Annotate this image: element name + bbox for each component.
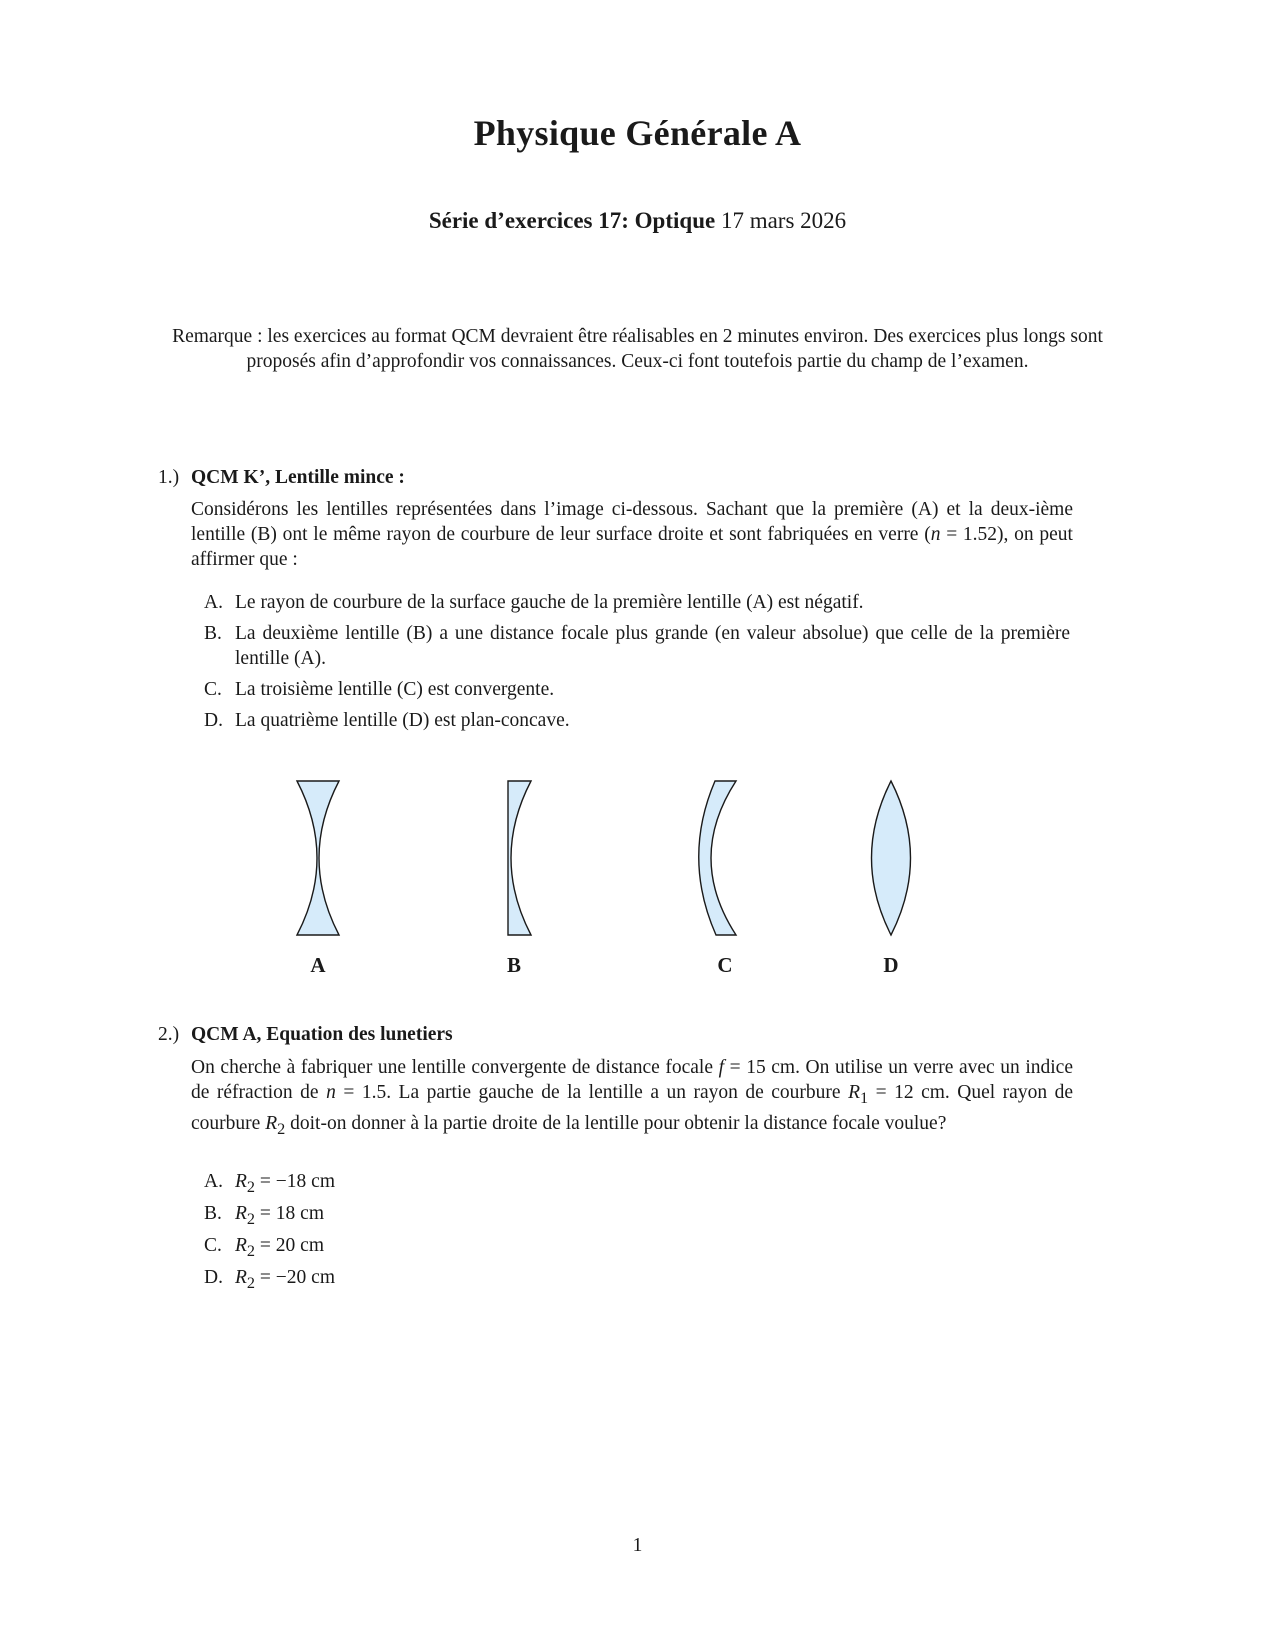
q2-body-text-3: = 1.5. La partie gauche de la lentille a un rayon de courbure: [335, 1082, 849, 1103]
question-2-body: [191, 1055, 1073, 1142]
q2-option-d-symbol: R: [235, 1267, 247, 1288]
q1-body-text-2: = 1.52), on peut affirmer que :: [191, 524, 1073, 570]
series-topic: Optique: [634, 208, 716, 233]
series-label: Série d’exercices 17:: [428, 208, 629, 233]
q2-option-a-value: = −18 cm: [255, 1171, 335, 1192]
lens-b-shape: [508, 781, 531, 935]
lens-label-c: C: [717, 953, 733, 977]
q2-r1-symbol: R: [848, 1082, 860, 1103]
q2-option-d-subscript: 2: [246, 1273, 256, 1292]
q1-option-c-label: C.: [204, 679, 222, 700]
q2-option-b-value: = 18 cm: [255, 1203, 324, 1224]
q1-option-c-text: La troisième lentille (C) est convergente.: [235, 679, 555, 700]
page-title: Physique Générale A: [473, 113, 802, 153]
q2-body-text-4: = 12 cm. Quel rayon de courbure: [191, 1082, 1073, 1134]
question-2-number: 2.): [158, 1024, 180, 1045]
q2-option-d-text: [235, 1265, 1070, 1296]
series-date: 17 mars 2026: [720, 208, 847, 233]
q1-n-symbol: n: [930, 524, 941, 545]
lens-label-a: A: [310, 953, 326, 977]
lens-label-d: D: [883, 953, 899, 977]
q2-option-c-subscript: 2: [246, 1241, 256, 1260]
lens-d-shape: [872, 781, 911, 935]
q2-option-a-text: [235, 1169, 1070, 1200]
q2-body-text-1: On cherche à fabriquer une lentille convergente de distance focale: [191, 1057, 719, 1078]
q2-option-b-text: [235, 1201, 1070, 1232]
q2-option-a-subscript: 2: [246, 1177, 256, 1196]
q2-body-text-2: = 15 cm. On utilise un verre avec un indice de réfraction de: [191, 1057, 1073, 1103]
q2-option-c: [204, 1233, 604, 1258]
q1-option-b-label: B.: [204, 623, 222, 644]
q2-option-c-text: [235, 1233, 1070, 1264]
q2-option-a-label: A.: [204, 1171, 223, 1192]
q1-option-b-text: La deuxième lentille (B) a une distance focale plus grande (en valeur absolue) que celle de la première lentille (A).: [235, 623, 1070, 669]
lens-c-shape: [699, 781, 736, 935]
lens-label-b: B: [506, 953, 521, 977]
question-1-heading: QCM K’, Lentille mince :: [191, 467, 405, 488]
q2-option-a: [204, 1169, 604, 1194]
q2-option-c-symbol: R: [235, 1235, 247, 1256]
q2-n-symbol: n: [326, 1082, 336, 1103]
lens-a-shape: [297, 781, 339, 935]
q1-option-a-label: A.: [204, 592, 223, 613]
q2-option-b-label: B.: [204, 1203, 222, 1224]
q2-r2-symbol: R: [265, 1112, 278, 1134]
page-number: 1: [632, 1535, 643, 1556]
q2-f-symbol: f: [718, 1057, 725, 1078]
q2-r2-subscript: 2: [277, 1119, 286, 1138]
q2-option-b-subscript: 2: [246, 1209, 256, 1228]
q2-option-d: [204, 1265, 604, 1290]
q2-option-a-symbol: R: [235, 1171, 247, 1192]
question-1-number: 1.): [158, 467, 180, 488]
q2-option-d-value: = −20 cm: [255, 1267, 335, 1288]
q2-option-d-label: D.: [204, 1267, 223, 1288]
q2-body-text-5: doit-on donner à la partie droite de la lentille pour obtenir la distance focale voulue?: [285, 1112, 947, 1134]
q1-option-a-text: Le rayon de courbure de la surface gauche de la première lentille (A) est négatif.: [235, 592, 864, 613]
q1-option-d-label: D.: [204, 710, 223, 731]
remark-paragraph: Remarque : les exercices au format QCM devraient être réalisables en 2 minutes environ. Des exercices plus longs sont proposés afin d’approfondir vos connaissances. Ceux-ci font toutefois partie du champ de l’examen.: [172, 326, 1103, 372]
q2-option-b: [204, 1201, 604, 1226]
q2-option-c-value: = 20 cm: [255, 1235, 324, 1256]
question-2-heading: QCM A, Equation des lunetiers: [191, 1024, 453, 1045]
q2-option-b-symbol: R: [235, 1203, 247, 1224]
q2-option-c-label: C.: [204, 1235, 222, 1256]
q1-option-d-text: La quatrième lentille (D) est plan-concave.: [235, 710, 570, 731]
q1-body-text-1: Considérons les lentilles représentées dans l’image ci-dessous. Sachant que la première (A) et la deux-ième lentille (B) ont le même rayon de courbure de leur surface droite et sont fabriquées en verre (: [191, 499, 1073, 545]
q2-r1-subscript: 1: [859, 1088, 869, 1107]
